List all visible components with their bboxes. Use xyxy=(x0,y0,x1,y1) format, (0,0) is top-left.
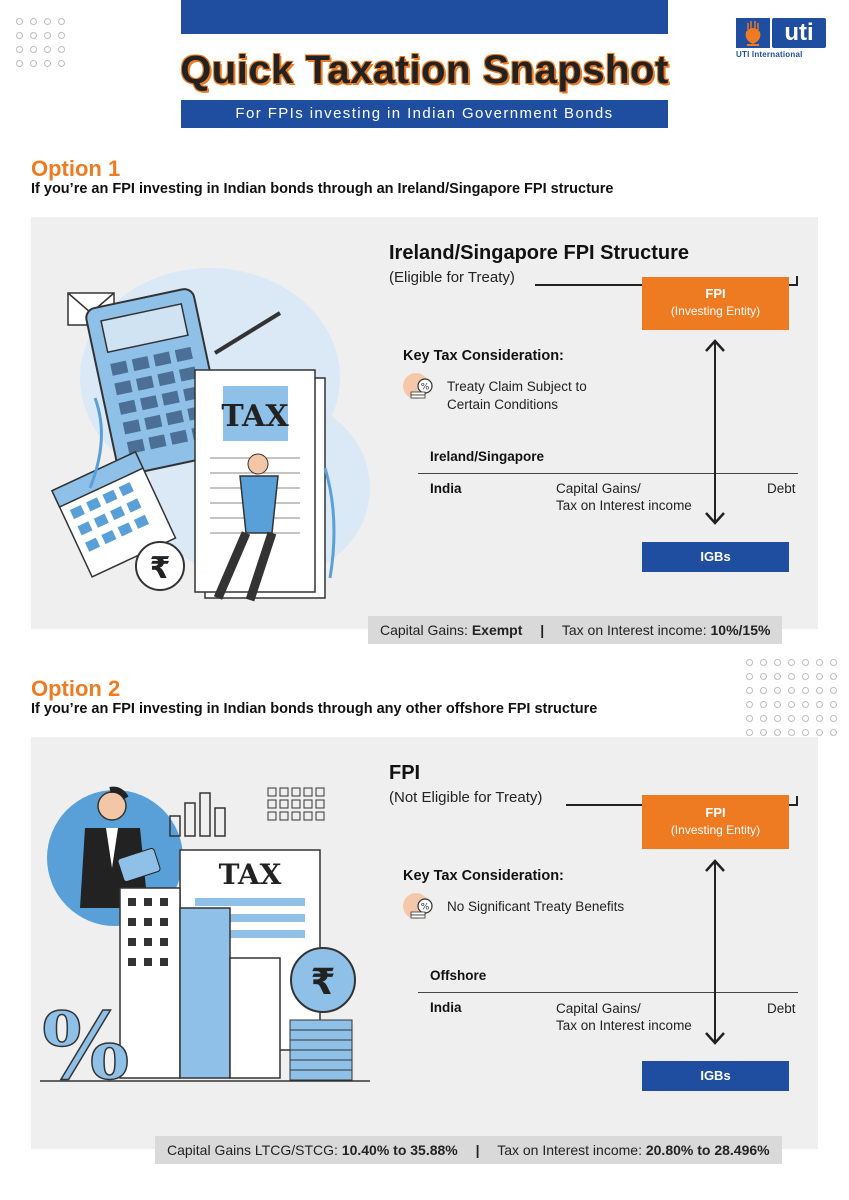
option2-jurisdiction-divider xyxy=(418,992,798,993)
option1-double-arrow-icon xyxy=(704,338,726,526)
option2-summary-bar xyxy=(155,1136,782,1164)
svg-text:%: % xyxy=(420,902,430,913)
svg-text:%: % xyxy=(420,382,430,393)
option1-ktc-line1: Treaty Claim Subject to xyxy=(447,379,587,394)
option1-description: If you’re an FPI investing in Indian bonds through an Ireland/Singapore FPI structure xyxy=(31,181,614,197)
option2-cg-line2: Tax on Interest income xyxy=(556,1018,692,1033)
option2-illustration xyxy=(40,758,370,1100)
option2-heading: Option 2 xyxy=(31,676,121,701)
option1-cg-summary-label: Capital Gains: xyxy=(380,622,468,638)
option2-ktc-line1: No Significant Treaty Benefits xyxy=(447,899,625,914)
option1-igb-label: IGBs xyxy=(700,549,731,564)
option1-igb-box xyxy=(642,542,789,572)
option2-structure-subtitle: (Not Eligible for Treaty) xyxy=(389,789,543,806)
option1-summary-bar xyxy=(368,616,782,644)
option1-jurisdiction-divider xyxy=(418,473,798,474)
option1-interest-summary-label: Tax on Interest income: xyxy=(561,622,707,638)
option1-cg-line2: Tax on Interest income xyxy=(556,498,692,513)
uti-logo xyxy=(736,18,826,62)
option2-india-label: India xyxy=(430,1000,462,1015)
option1-interest-summary-value: 10%/15% xyxy=(710,622,771,638)
logo-wordmark: uti xyxy=(772,18,826,48)
tax-text: TAX xyxy=(218,858,282,891)
option2-fpi-label: FPI xyxy=(705,805,726,820)
option2-interest-summary-label: Tax on Interest income: xyxy=(497,1142,642,1158)
option1-ktc-label: Key Tax Consideration: xyxy=(403,348,564,364)
option2-cg-summary-value: 10.40% to 35.88% xyxy=(341,1142,458,1158)
page-subtitle: For FPIs investing in Indian Government Bonds xyxy=(181,100,668,128)
percent-coins-icon xyxy=(398,892,428,922)
option1-cg-summary-value: Exempt xyxy=(471,622,523,638)
option2-summary-separator: | xyxy=(475,1142,480,1158)
option1-debt-label: Debt xyxy=(767,481,796,496)
option2-fpi-box xyxy=(642,795,789,849)
option2-connector-tick xyxy=(796,796,798,806)
option2-interest-summary-value: 20.80% to 28.496% xyxy=(645,1142,770,1158)
option2-structure-title: FPI xyxy=(389,762,421,784)
option1-connector-tick xyxy=(796,276,798,286)
option1-india-label: India xyxy=(430,481,462,496)
logo-subtext: UTI International xyxy=(736,50,803,59)
option1-summary-separator: | xyxy=(540,622,545,638)
option2-fpi-sublabel: (Investing Entity) xyxy=(670,823,761,837)
option2-jurisdiction: Offshore xyxy=(430,968,487,983)
option2-double-arrow-icon xyxy=(704,858,726,1046)
top-banner xyxy=(181,0,668,34)
option1-structure-subtitle: (Eligible for Treaty) xyxy=(389,269,515,286)
option2-cg-line1: Capital Gains/ xyxy=(556,1001,641,1016)
option1-ktc-line2: Certain Conditions xyxy=(447,397,559,412)
rupee-coin-text: ₹ xyxy=(149,551,171,586)
option1-heading: Option 1 xyxy=(31,156,121,181)
option1-fpi-box xyxy=(642,277,789,330)
option2-igb-box xyxy=(642,1061,789,1091)
page-title: Quick Taxation Snapshot xyxy=(180,48,669,92)
option1-cg-line1: Capital Gains/ xyxy=(556,481,641,496)
decorative-dots-mid xyxy=(746,659,844,743)
option2-ktc-label: Key Tax Consideration: xyxy=(403,868,564,884)
tax-text: TAX xyxy=(221,399,289,434)
kalash-logo-icon xyxy=(736,18,770,48)
percent-coins-icon xyxy=(398,372,428,402)
rupee-coin-text: ₹ xyxy=(310,962,336,1003)
option2-cg-summary-label: Capital Gains LTCG/STCG: xyxy=(167,1142,338,1158)
option1-fpi-label: FPI xyxy=(705,286,726,301)
option1-illustration xyxy=(40,258,370,608)
option2-description: If you’re an FPI investing in Indian bonds through any other offshore FPI structure xyxy=(31,701,598,717)
option1-jurisdiction: Ireland/Singapore xyxy=(430,449,545,464)
option1-structure-title: Ireland/Singapore FPI Structure xyxy=(389,242,690,264)
option2-igb-label: IGBs xyxy=(700,1068,731,1083)
option1-fpi-sublabel: (Investing Entity) xyxy=(670,304,761,318)
percent-symbol: % xyxy=(42,992,130,1100)
option2-debt-label: Debt xyxy=(767,1001,796,1016)
